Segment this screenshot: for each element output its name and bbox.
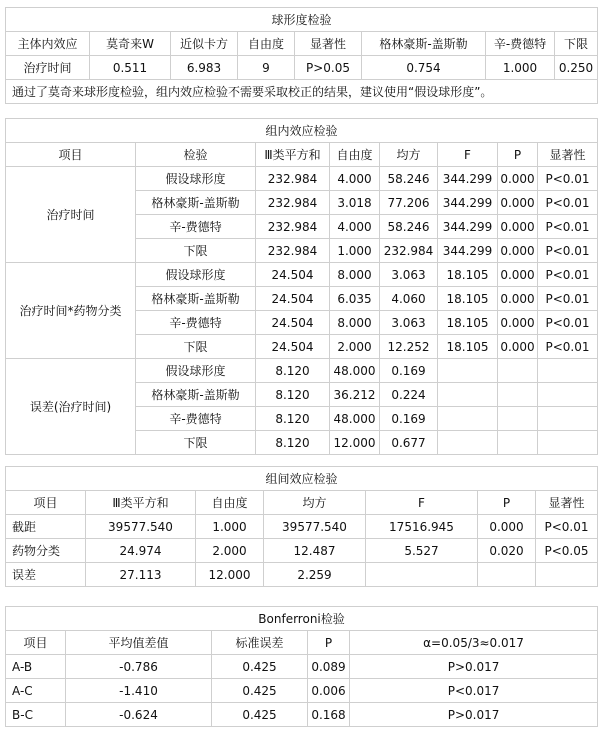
table-cell: -0.786 (66, 655, 212, 679)
table-cell: P<0.01 (538, 239, 598, 263)
table-cell: P<0.01 (538, 167, 598, 191)
table-cell: 3.063 (380, 263, 438, 287)
column-header: P (308, 631, 350, 655)
table-cell: 下限 (136, 335, 256, 359)
table-cell: B-C (6, 703, 66, 727)
table-cell: 232.984 (256, 167, 330, 191)
table-cell: 3.063 (380, 311, 438, 335)
table-cell: 0.000 (498, 335, 538, 359)
table-cell: 假设球形度 (136, 359, 256, 383)
column-header: 项目 (6, 491, 86, 515)
table-cell: 8.120 (256, 431, 330, 455)
table-cell: 1.000 (486, 56, 555, 80)
table-cell: 0.000 (498, 215, 538, 239)
table-cell: 8.000 (330, 263, 380, 287)
row-group-label: 治疗时间*药物分类 (6, 263, 136, 359)
column-header: 自由度 (330, 143, 380, 167)
column-header: 自由度 (196, 491, 264, 515)
table-cell: 0.000 (498, 311, 538, 335)
table-cell: P<0.01 (538, 335, 598, 359)
table-cell (538, 383, 598, 407)
table-row (6, 539, 598, 563)
table-cell: A-C (6, 679, 66, 703)
table-cell: 6.983 (171, 56, 238, 80)
table-cell: 3.018 (330, 191, 380, 215)
table-cell: P<0.01 (538, 191, 598, 215)
column-header: 项目 (6, 631, 66, 655)
row-group-label: 治疗时间 (6, 167, 136, 263)
table-cell: 12.252 (380, 335, 438, 359)
table-cell: 0.169 (380, 407, 438, 431)
table-cell: 2.000 (330, 335, 380, 359)
column-header: 近似卡方 (171, 32, 238, 56)
table-cell (498, 407, 538, 431)
table-cell: 8.000 (330, 311, 380, 335)
table-cell: 18.105 (438, 311, 498, 335)
table-cell: 5.527 (366, 539, 478, 563)
column-header: Ⅲ类平方和 (256, 143, 330, 167)
table-cell: P>0.017 (350, 655, 598, 679)
table-cell: 1.000 (196, 515, 264, 539)
table-cell: P<0.01 (538, 263, 598, 287)
table-cell: 12.000 (196, 563, 264, 587)
within-body (6, 167, 598, 455)
table-cell: 格林豪斯-盖斯勒 (136, 191, 256, 215)
table-cell (498, 383, 538, 407)
bonferroni-title: Bonferroni检验 (6, 607, 598, 631)
between-body (6, 515, 598, 587)
table-cell: 232.984 (256, 239, 330, 263)
table-cell: 格林豪斯-盖斯勒 (136, 287, 256, 311)
table-cell: 8.120 (256, 407, 330, 431)
table-cell: 24.504 (256, 263, 330, 287)
table-cell (536, 563, 598, 587)
table-cell (538, 431, 598, 455)
table-cell: 0.168 (308, 703, 350, 727)
table-cell (438, 407, 498, 431)
table-cell: 12.000 (330, 431, 380, 455)
table-cell: 6.035 (330, 287, 380, 311)
table-cell: 0.000 (498, 287, 538, 311)
table-cell: 0.020 (478, 539, 536, 563)
table-cell: 治疗时间 (6, 56, 90, 80)
table-cell: 8.120 (256, 383, 330, 407)
table-cell: 0.006 (308, 679, 350, 703)
table-cell: 344.299 (438, 239, 498, 263)
table-row (6, 679, 598, 703)
table-cell: P<0.01 (538, 215, 598, 239)
table-cell: 辛-费德特 (136, 407, 256, 431)
table-cell: P<0.01 (536, 515, 598, 539)
column-header: 主体内效应 (6, 32, 90, 56)
table-cell: 下限 (136, 239, 256, 263)
column-header: 平均值差值 (66, 631, 212, 655)
table-cell: 0.425 (212, 655, 308, 679)
table-cell: 1.000 (330, 239, 380, 263)
table-cell: 假设球形度 (136, 167, 256, 191)
table-cell: 24.504 (256, 335, 330, 359)
table-cell (438, 431, 498, 455)
table-cell: 344.299 (438, 191, 498, 215)
table-row (6, 167, 598, 191)
column-header: 莫奇来W (90, 32, 171, 56)
table-cell: 辛-费德特 (136, 311, 256, 335)
table-cell: 12.487 (264, 539, 366, 563)
between-effects-table (5, 466, 598, 587)
table-cell: 药物分类 (6, 539, 86, 563)
column-header: 显著性 (295, 32, 362, 56)
table-cell: 36.212 (330, 383, 380, 407)
row-group-label: 误差(治疗时间) (6, 359, 136, 455)
table-cell: P<0.017 (350, 679, 598, 703)
column-header: F (366, 491, 478, 515)
table-cell: P<0.01 (538, 311, 598, 335)
table-cell: 48.000 (330, 407, 380, 431)
table-cell (478, 563, 536, 587)
table-cell: 58.246 (380, 215, 438, 239)
table-cell: -1.410 (66, 679, 212, 703)
sphericity-title: 球形度检验 (6, 8, 598, 32)
table-cell: 截距 (6, 515, 86, 539)
table-cell: 24.504 (256, 287, 330, 311)
within-effects-table (5, 118, 598, 455)
column-header: 显著性 (536, 491, 598, 515)
table-cell: 8.120 (256, 359, 330, 383)
table-cell: 0.000 (498, 263, 538, 287)
table-cell: 2.000 (196, 539, 264, 563)
table-cell (498, 359, 538, 383)
table-cell: 18.105 (438, 263, 498, 287)
table-cell: 24.974 (86, 539, 196, 563)
table-cell: 39577.540 (264, 515, 366, 539)
table-cell: 0.169 (380, 359, 438, 383)
table-cell (498, 431, 538, 455)
table-cell: P>0.017 (350, 703, 598, 727)
column-header: 显著性 (538, 143, 598, 167)
table-row (6, 563, 598, 587)
table-cell: 232.984 (380, 239, 438, 263)
table-cell: 18.105 (438, 287, 498, 311)
table-cell: P<0.05 (536, 539, 598, 563)
table-cell: 27.113 (86, 563, 196, 587)
table-cell: 18.105 (438, 335, 498, 359)
table-row (6, 703, 598, 727)
bonferroni-body (6, 655, 598, 727)
table-cell: 0.425 (212, 703, 308, 727)
table-cell: 344.299 (438, 167, 498, 191)
table-cell: 4.000 (330, 167, 380, 191)
table-cell: 格林豪斯-盖斯勒 (136, 383, 256, 407)
table-cell: 0.754 (362, 56, 486, 80)
table-cell (438, 383, 498, 407)
table-cell (538, 407, 598, 431)
within-title: 组内效应检验 (6, 119, 598, 143)
table-row (6, 263, 598, 287)
table-row (6, 515, 598, 539)
sphericity-note: 通过了莫奇来球形度检验，组内效应检验不需要采取校正的结果，建议使用“假设球形度”。 (6, 80, 598, 104)
table-cell: 4.060 (380, 287, 438, 311)
table-cell: 17516.945 (366, 515, 478, 539)
column-header: 均方 (264, 491, 366, 515)
bonferroni-table (5, 606, 598, 727)
sphericity-table (5, 7, 598, 104)
column-header: 均方 (380, 143, 438, 167)
table-cell: 辛-费德特 (136, 215, 256, 239)
column-header: F (438, 143, 498, 167)
table-header-row (6, 143, 598, 167)
table-cell: 0.000 (478, 515, 536, 539)
table-cell: 39577.540 (86, 515, 196, 539)
column-header: 标准误差 (212, 631, 308, 655)
table-cell: 344.299 (438, 215, 498, 239)
table-cell: 0.677 (380, 431, 438, 455)
column-header: 自由度 (238, 32, 295, 56)
table-header-row (6, 631, 598, 655)
table-cell: 下限 (136, 431, 256, 455)
column-header: 辛-费德特 (486, 32, 555, 56)
table-header-row (6, 32, 598, 56)
table-cell: 58.246 (380, 167, 438, 191)
table-cell: 4.000 (330, 215, 380, 239)
column-header: P (478, 491, 536, 515)
column-header: P (498, 143, 538, 167)
table-header-row (6, 491, 598, 515)
table-cell: 232.984 (256, 215, 330, 239)
table-row (6, 359, 598, 383)
between-title: 组间效应检验 (6, 467, 598, 491)
table-cell: 0.000 (498, 167, 538, 191)
table-cell: A-B (6, 655, 66, 679)
column-header: 下限 (555, 32, 598, 56)
table-cell (366, 563, 478, 587)
column-header: 检验 (136, 143, 256, 167)
table-cell: 0.089 (308, 655, 350, 679)
table-cell: 9 (238, 56, 295, 80)
table-cell: -0.624 (66, 703, 212, 727)
column-header: α=0.05/3≈0.017 (350, 631, 598, 655)
table-cell: P>0.05 (295, 56, 362, 80)
column-header: 格林豪斯-盖斯勒 (362, 32, 486, 56)
table-cell: 0.511 (90, 56, 171, 80)
column-header: Ⅲ类平方和 (86, 491, 196, 515)
table-cell: 48.000 (330, 359, 380, 383)
table-cell: 77.206 (380, 191, 438, 215)
table-cell: 0.000 (498, 239, 538, 263)
table-cell (438, 359, 498, 383)
table-cell: 232.984 (256, 191, 330, 215)
table-cell: 误差 (6, 563, 86, 587)
table-cell: 2.259 (264, 563, 366, 587)
table-cell: 0.000 (498, 191, 538, 215)
table-cell: 24.504 (256, 311, 330, 335)
table-cell: 假设球形度 (136, 263, 256, 287)
table-cell: 0.250 (555, 56, 598, 80)
table-cell: 0.224 (380, 383, 438, 407)
table-cell (538, 359, 598, 383)
table-cell: 0.425 (212, 679, 308, 703)
column-header: 项目 (6, 143, 136, 167)
table-row (6, 56, 598, 80)
table-cell: P<0.01 (538, 287, 598, 311)
table-row (6, 655, 598, 679)
